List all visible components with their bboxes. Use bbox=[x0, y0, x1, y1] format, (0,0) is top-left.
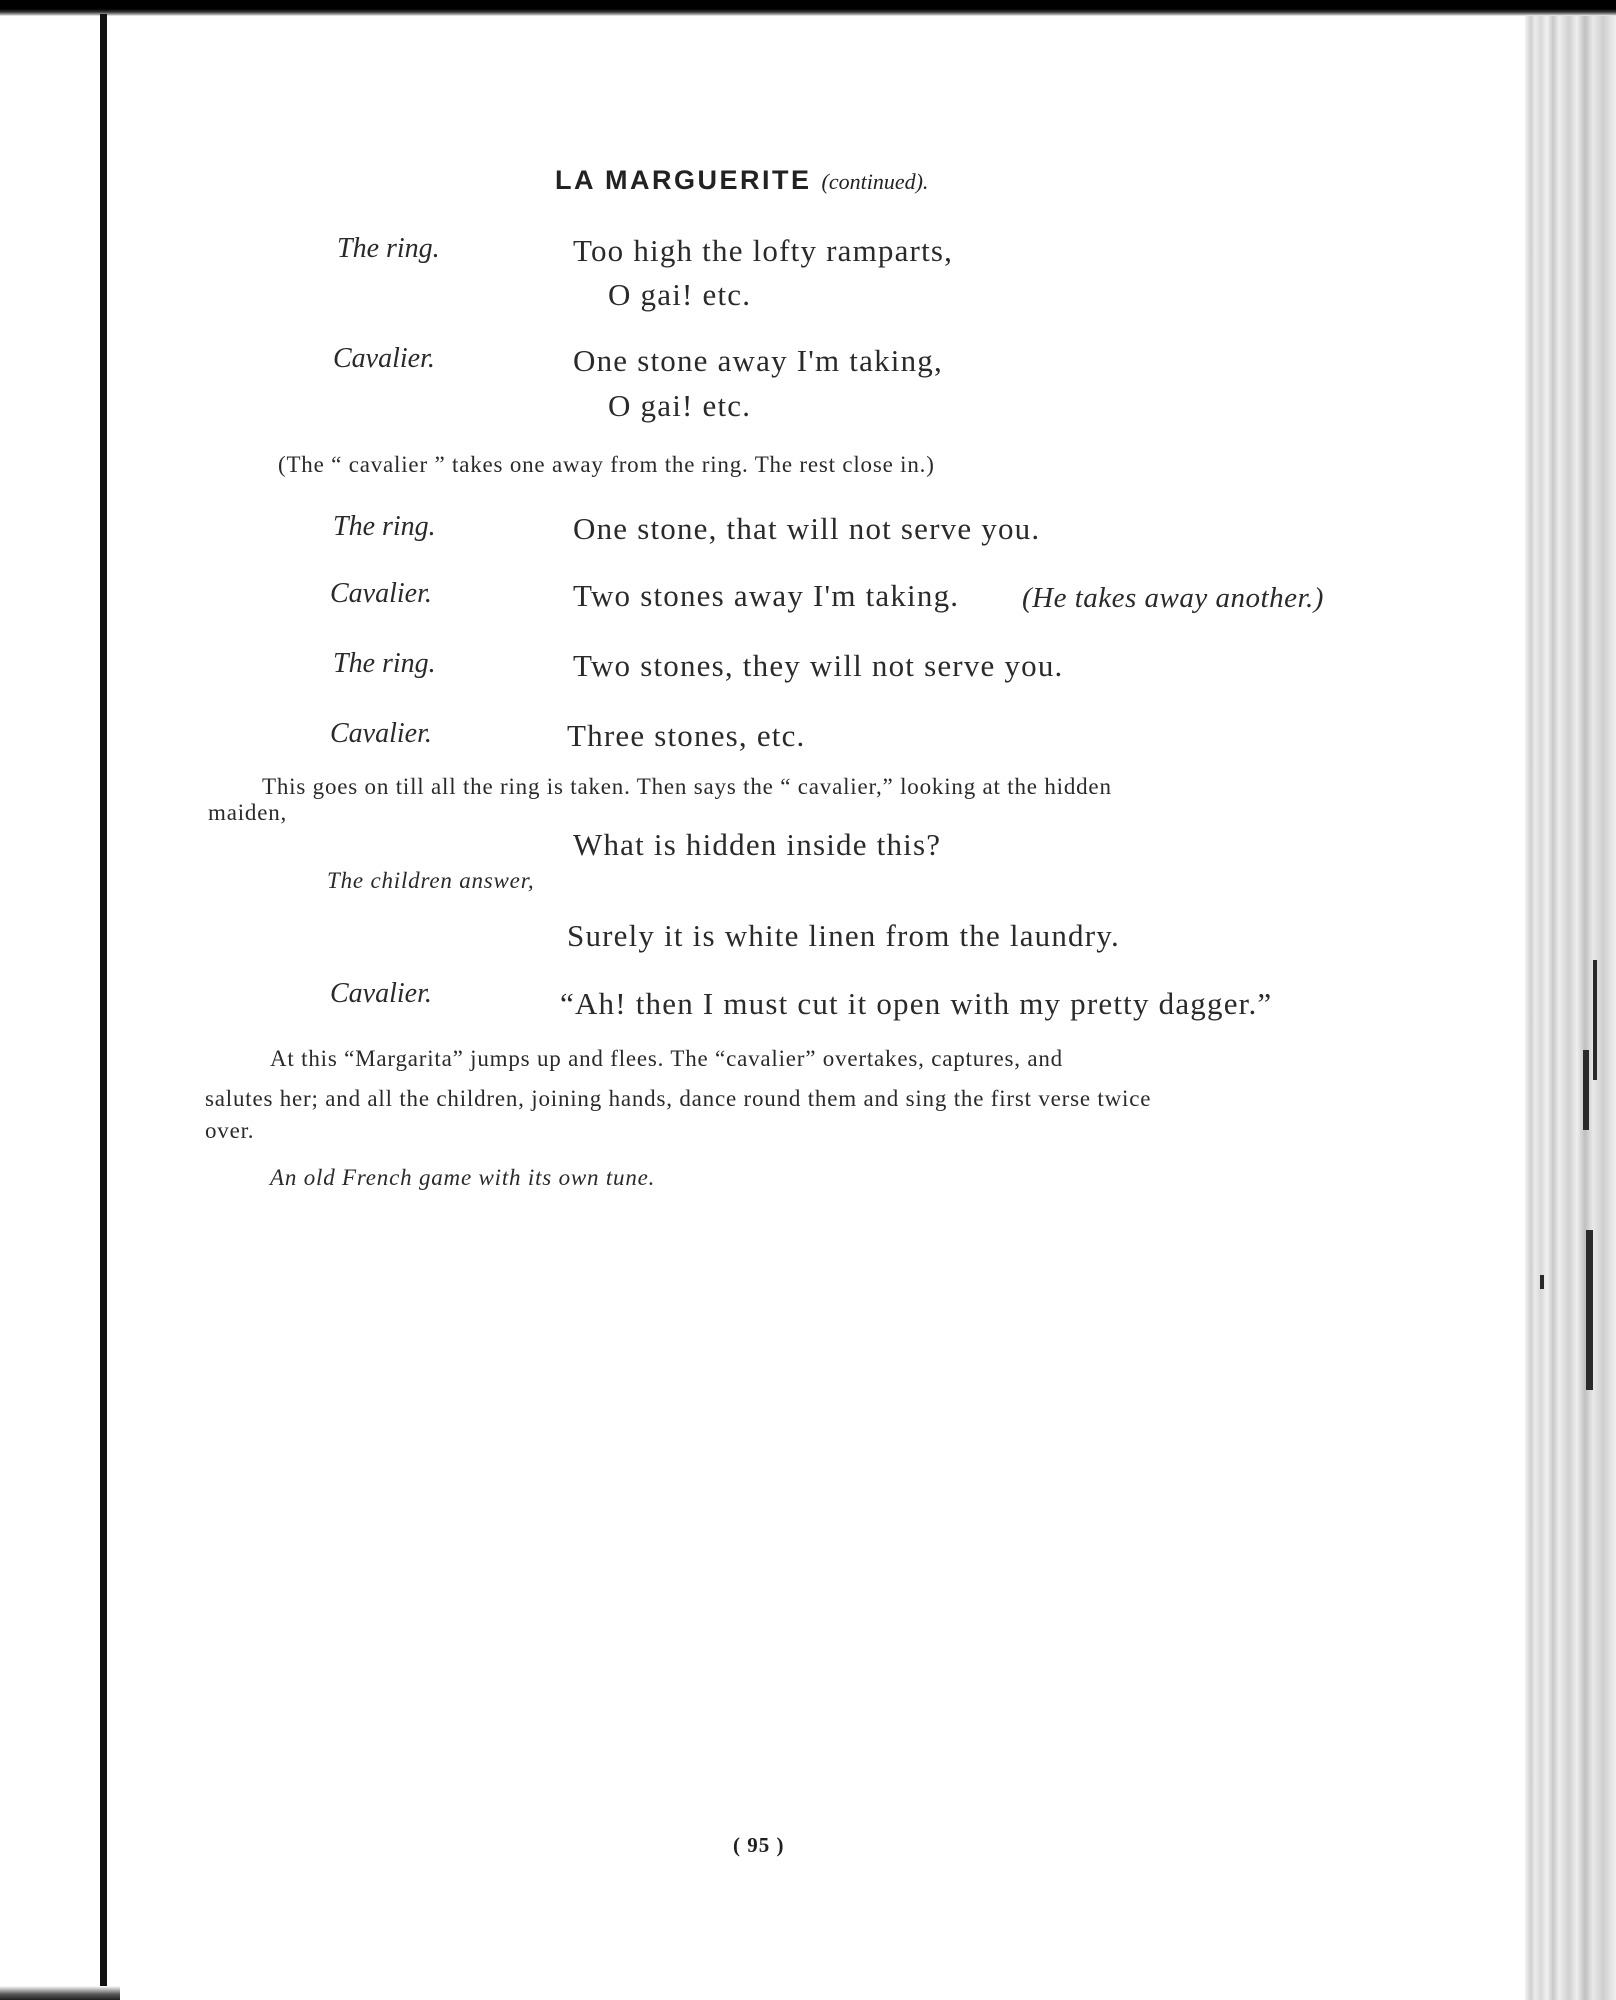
verse-line: Two stones, they will not serve you. bbox=[573, 648, 1064, 683]
verse-line: Surely it is white linen from the laundry. bbox=[567, 918, 1120, 953]
scan-top-edge bbox=[0, 0, 1616, 16]
speaker-label: Cavalier. bbox=[330, 578, 432, 609]
page-edge-mark bbox=[1593, 960, 1597, 1080]
verse-line: One stone, that will not serve you. bbox=[573, 511, 1041, 546]
book-spine-line bbox=[100, 14, 107, 2000]
scan-bottom-edge bbox=[0, 1986, 120, 2000]
cue-line: The children answer, bbox=[327, 868, 535, 893]
stage-aside: (He takes away another.) bbox=[1022, 582, 1324, 614]
speaker-label: The ring. bbox=[333, 648, 436, 679]
speaker-label: Cavalier. bbox=[330, 978, 432, 1009]
page-edge-mark bbox=[1586, 1230, 1593, 1390]
verse-line: O gai! etc. bbox=[608, 277, 752, 312]
page-heading bbox=[555, 165, 928, 196]
verse-line: O gai! etc. bbox=[608, 388, 752, 423]
narration-line: At this “Margarita” jumps up and flees. The “cavalier” overtakes, captures, and bbox=[270, 1046, 1063, 1071]
heading-note: (continued). bbox=[821, 169, 929, 194]
page-stack-edge bbox=[1525, 16, 1616, 2000]
source-note: An old French game with its own tune. bbox=[270, 1165, 656, 1190]
speaker-label: The ring. bbox=[337, 233, 440, 264]
verse-line: Two stones away I'm taking. bbox=[573, 578, 960, 613]
narration-line: salutes her; and all the children, joining hands, dance round them and sing the first verse twice bbox=[205, 1086, 1152, 1111]
verse-line: “Ah! then I must cut it open with my pretty dagger.” bbox=[560, 986, 1273, 1021]
verse-line: Three stones, etc. bbox=[567, 718, 806, 753]
narration-line: maiden, bbox=[208, 800, 288, 825]
narration-line: This goes on till all the ring is taken. Then says the “ cavalier,” looking at the hidden bbox=[262, 774, 1112, 799]
verse-line: One stone away I'm taking, bbox=[573, 343, 943, 378]
speaker-label: Cavalier. bbox=[333, 343, 435, 374]
heading-title: LA MARGUERITE bbox=[555, 165, 812, 195]
stage-direction: (The “ cavalier ” takes one away from the ring. The rest close in.) bbox=[278, 452, 935, 477]
page-number: ( 95 ) bbox=[733, 1833, 785, 1857]
page-edge-mark bbox=[1583, 1050, 1589, 1130]
verse-line: What is hidden inside this? bbox=[573, 827, 942, 862]
narration-line: over. bbox=[205, 1118, 255, 1143]
page-edge-mark bbox=[1540, 1275, 1544, 1289]
speaker-label: Cavalier. bbox=[330, 718, 432, 749]
speaker-label: The ring. bbox=[333, 511, 436, 542]
verse-line: Too high the lofty ramparts, bbox=[573, 233, 954, 268]
